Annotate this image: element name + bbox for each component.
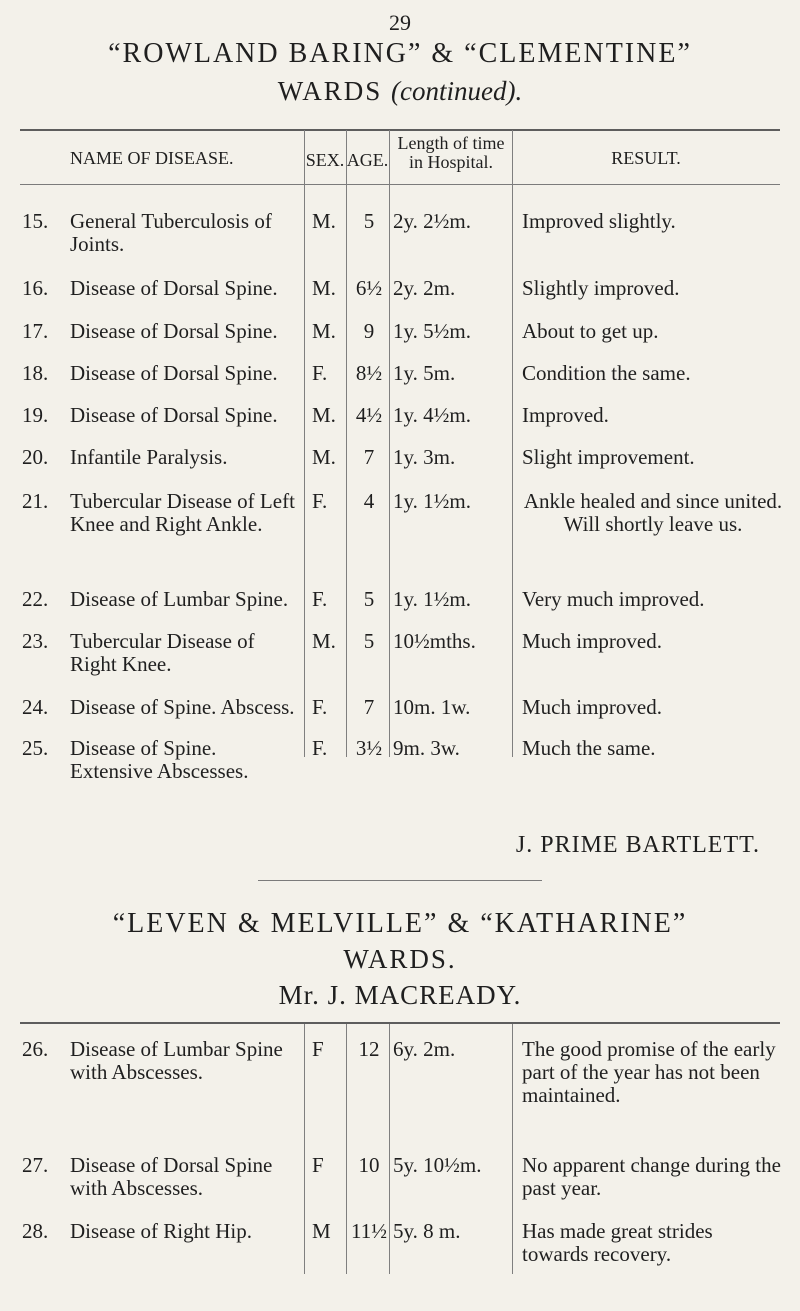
row-sex: F.	[312, 736, 328, 760]
row-stay: 9m. 3w.	[393, 736, 460, 760]
row-result: Slightly improved.	[522, 276, 680, 300]
row-result: Much the same.	[522, 736, 656, 760]
row-number: 17.	[22, 319, 49, 343]
row-sex: M.	[312, 403, 336, 427]
row-sex: F.	[312, 587, 328, 611]
row-age: 11½	[351, 1219, 387, 1243]
row-disease: Disease of Spine. Abscess.	[70, 695, 295, 719]
row-number: 28.	[22, 1219, 49, 1243]
header-disease: NAME OF DISEASE.	[70, 148, 234, 168]
row-disease: Disease of Right Hip.	[70, 1219, 252, 1243]
row-age: 12	[358, 1037, 380, 1061]
table1-top-rule	[20, 129, 780, 131]
row-result: Improved.	[522, 403, 609, 427]
row-stay: 1y. 5m.	[393, 361, 456, 385]
row-number: 21.	[22, 489, 49, 513]
row-age: 10	[358, 1153, 380, 1177]
row-number: 16.	[22, 276, 49, 300]
row-stay: 1y. 3m.	[393, 445, 456, 469]
row-sex: F.	[312, 361, 328, 385]
row-sex: F.	[312, 489, 328, 513]
table1-vline-result	[512, 184, 513, 757]
row-number: 24.	[22, 695, 49, 719]
row-sex: M.	[312, 209, 336, 233]
row-age: 5	[363, 209, 375, 233]
header-sex: SEX.	[305, 150, 345, 170]
row-disease: Tubercular Disease of Right Knee.	[70, 629, 255, 677]
row-age: 5	[363, 587, 375, 611]
row-result: Slight improvement.	[522, 445, 695, 469]
row-stay: 5y. 10½m.	[393, 1153, 482, 1177]
row-sex: M.	[312, 629, 336, 653]
table2-vline-stay	[389, 1024, 390, 1274]
row-age: 4	[363, 489, 375, 513]
row-result: No apparent change during the past year.	[522, 1153, 781, 1201]
row-disease: Disease of Dorsal Spine.	[70, 403, 278, 427]
table1-vline-stay	[389, 184, 390, 757]
row-age: 8½	[355, 361, 383, 385]
row-stay: 1y. 1½m.	[393, 489, 471, 513]
page-number: 29	[389, 10, 411, 35]
row-disease: Disease of Lumbar Spine with Abscesses.	[70, 1037, 283, 1085]
row-sex: M	[312, 1219, 331, 1243]
row-result: Has made great strides towards recovery.	[522, 1219, 713, 1267]
signature: J. PRIME BARTLETT.	[515, 832, 760, 858]
row-disease: Tubercular Disease of Left Knee and Right Ankle.	[70, 489, 295, 537]
row-disease: Disease of Dorsal Spine.	[70, 276, 278, 300]
row-result: Very much improved.	[522, 587, 705, 611]
row-disease: Disease of Dorsal Spine with Abscesses.	[70, 1153, 273, 1201]
row-number: 23.	[22, 629, 49, 653]
section-title-leven-katharine: “LEVEN & MELVILLE” & “KATHARINE”	[112, 908, 688, 939]
doctor-name: Mr. J. MACREADY.	[278, 980, 522, 1010]
row-stay: 1y. 1½m.	[393, 587, 471, 611]
header-stay: Length of time in Hospital.	[397, 133, 505, 173]
row-result: About to get up.	[522, 319, 659, 343]
row-stay: 10½mths.	[393, 629, 476, 653]
section-title-rowland-clementine: “ROWLAND BARING” & “CLEMENTINE”	[108, 38, 692, 69]
row-disease: General Tuberculosis of Joints.	[70, 209, 272, 257]
row-age: 3½	[355, 736, 383, 760]
row-result: Much improved.	[522, 629, 662, 653]
row-disease: Infantile Paralysis.	[70, 445, 228, 469]
row-stay: 6y. 2m.	[393, 1037, 456, 1061]
table1-header-rule	[20, 184, 780, 185]
table1-vline-age	[346, 184, 347, 757]
row-result: The good promise of the early part of the year has not been maintained.	[522, 1037, 776, 1108]
row-sex: M.	[312, 276, 336, 300]
row-result: Ankle healed and since united. Will shortly leave us.	[523, 489, 783, 537]
row-sex: M.	[312, 319, 336, 343]
table2-vline-sex	[304, 1024, 305, 1274]
section-subtitle-wards-continued	[0, 78, 800, 105]
row-stay: 2y. 2m.	[393, 276, 456, 300]
row-number: 19.	[22, 403, 49, 427]
row-number: 26.	[22, 1037, 49, 1061]
row-number: 18.	[22, 361, 49, 385]
table2-top-rule	[20, 1022, 780, 1024]
section-divider	[258, 880, 542, 881]
row-age: 7	[363, 695, 375, 719]
row-disease: Disease of Dorsal Spine.	[70, 361, 278, 385]
row-result: Condition the same.	[522, 361, 691, 385]
row-number: 25.	[22, 736, 49, 760]
table1-vline-sex	[304, 184, 305, 757]
row-stay: 10m. 1w.	[393, 695, 471, 719]
row-stay: 2y. 2½m.	[393, 209, 471, 233]
row-age: 5	[363, 629, 375, 653]
row-stay: 5y. 8 m.	[393, 1219, 461, 1243]
row-sex: M.	[312, 445, 336, 469]
row-number: 20.	[22, 445, 49, 469]
table2-vline-result	[512, 1024, 513, 1274]
row-sex: F.	[312, 695, 328, 719]
row-disease: Disease of Dorsal Spine.	[70, 319, 278, 343]
section-subtitle-wards: WARDS.	[343, 944, 457, 974]
row-disease: Disease of Spine. Extensive Abscesses.	[70, 736, 249, 784]
row-disease: Disease of Lumbar Spine.	[70, 587, 289, 611]
row-age: 4½	[355, 403, 383, 427]
row-result: Much improved.	[522, 695, 662, 719]
subtitle-main: WARDS	[277, 76, 383, 106]
row-age: 9	[363, 319, 375, 343]
subtitle-italic: (continued).	[391, 76, 523, 106]
row-result: Improved slightly.	[522, 209, 676, 233]
row-stay: 1y. 5½m.	[393, 319, 471, 343]
row-stay: 1y. 4½m.	[393, 403, 471, 427]
row-age: 7	[363, 445, 375, 469]
row-number: 15.	[22, 209, 49, 233]
row-number: 22.	[22, 587, 49, 611]
header-result: RESULT.	[611, 148, 681, 168]
row-sex: F	[312, 1153, 324, 1177]
header-age: AGE.	[346, 150, 389, 170]
row-sex: F	[312, 1037, 324, 1061]
row-age: 6½	[355, 276, 383, 300]
row-number: 27.	[22, 1153, 49, 1177]
